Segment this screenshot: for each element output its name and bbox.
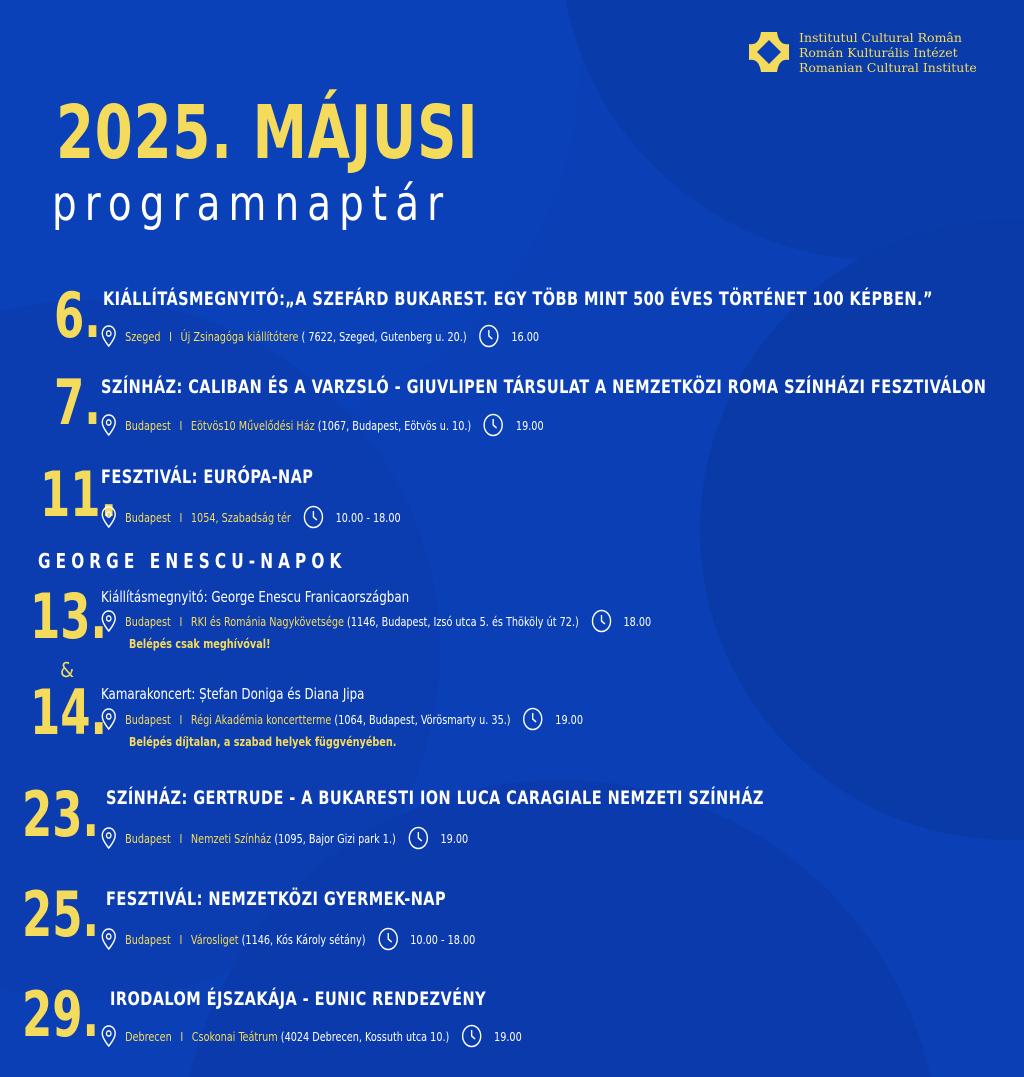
- event-time: 10.00 - 18.00: [335, 509, 401, 525]
- event-title: IRODALOM ÉJSZAKÁJA - EUNIC RENDEZVÉNY: [110, 988, 487, 1010]
- event-details-row: [101, 826, 468, 850]
- event-time: 16.00: [511, 328, 540, 344]
- clock-icon: [483, 413, 504, 437]
- event-title: Kiállításmegnyitó: George Enescu Franicaországban: [101, 588, 410, 606]
- event-title: SZÍNHÁZ: CALIBAN ÉS A VARZSLÓ - GIUVLIPEN TÁRSULAT A NEMZETKÖZI ROMA SZÍNHÁZI FESZTIVÁLON: [101, 376, 987, 398]
- event-address: (1146, Budapest, Izsó utca 5. és Thököly út 72.): [347, 613, 579, 629]
- clock-icon: [461, 1024, 482, 1048]
- event-city: Budapest: [125, 830, 171, 846]
- location-pin-icon: [101, 827, 116, 849]
- separator: I: [179, 509, 183, 525]
- ampersand: &: [60, 658, 75, 682]
- event-venue: Városliget: [190, 931, 239, 947]
- event-details-row: [101, 505, 401, 529]
- event-city: Budapest: [125, 509, 171, 525]
- event-venue: Régi Akadémia koncertterme: [190, 711, 332, 727]
- event-address: (1146, Kós Károly sétány): [241, 931, 366, 947]
- event-title: SZÍNHÁZ: GERTRUDE - A BUKARESTI ION LUCA CARAGIALE NEMZETI SZÍNHÁZ: [106, 787, 764, 809]
- event-day-number: 13.: [30, 580, 108, 653]
- event-time: 19.00: [494, 1028, 522, 1044]
- logo-line-3: Romanian Cultural Institute: [799, 59, 977, 75]
- event-address: (1064, Budapest, Vörösmarty u. 35.): [334, 711, 511, 727]
- event-time: 19.00: [515, 417, 544, 433]
- event-day-number: 11.: [40, 458, 118, 531]
- event-details-row: [101, 927, 475, 951]
- event-address: ( 7622, Szeged, Gutenberg u. 20.): [301, 328, 467, 344]
- event-city: Szeged: [125, 328, 161, 344]
- event-title: FESZTIVÁL: EURÓPA-NAP: [101, 466, 314, 488]
- event-time: 19.00: [555, 711, 583, 727]
- rci-logo-icon: [745, 28, 793, 76]
- page-subtitle: programnaptár: [52, 176, 452, 232]
- location-pin-icon: [101, 1025, 116, 1047]
- clock-icon: [523, 707, 544, 731]
- clock-icon: [303, 505, 324, 529]
- event-day-number: 23.: [22, 778, 100, 851]
- event-entry-note: Belépés csak meghívóval!: [129, 636, 271, 651]
- event-city: Budapest: [125, 613, 171, 629]
- clock-icon: [591, 609, 612, 633]
- clock-icon: [378, 927, 399, 951]
- event-day-number: 7.: [54, 366, 101, 439]
- event-entry-note: Belépés díjtalan, a szabad helyek függvényében.: [129, 734, 397, 749]
- location-pin-icon: [101, 708, 116, 730]
- event-time: 10.00 - 18.00: [410, 931, 476, 947]
- logo-line-1: Institutul Cultural Român: [799, 29, 962, 45]
- event-city: Budapest: [125, 711, 171, 727]
- section-heading-enescu: GEORGE ENESCU-NAPOK: [38, 549, 347, 573]
- clock-icon: [479, 324, 500, 348]
- event-venue: Nemzeti Színház: [190, 830, 272, 846]
- event-title: KIÁLLÍTÁSMEGNYITÓ:„A SZEFÁRD BUKAREST. EGY TÖBB MINT 500 ÉVES TÖRTÉNET 100 KÉPBEN.”: [103, 288, 933, 310]
- event-details-row: [101, 609, 651, 633]
- event-details-row: [101, 324, 539, 348]
- separator: I: [180, 1028, 184, 1044]
- event-details-row: [101, 1024, 522, 1048]
- event-city: Budapest: [125, 931, 171, 947]
- separator: I: [179, 613, 183, 629]
- event-details-row: [101, 413, 544, 437]
- event-day-number: 29.: [22, 978, 100, 1051]
- separator: I: [169, 328, 172, 344]
- separator: I: [179, 931, 183, 947]
- event-venue: RKI és Románia Nagykövetsége: [190, 613, 344, 629]
- logo-line-2: Román Kulturális Intézet: [799, 44, 958, 60]
- location-pin-icon: [101, 325, 116, 347]
- event-city: Debrecen: [125, 1028, 172, 1044]
- page-title: 2025. MÁJUSI: [56, 90, 479, 176]
- event-city: Budapest: [125, 417, 171, 433]
- event-venue: Új Zsinagóga kiállítótere: [180, 328, 299, 344]
- event-address: (1067, Budapest, Eötvös u. 10.): [317, 417, 472, 433]
- event-time: 19.00: [440, 830, 469, 846]
- event-day-number: 25.: [22, 878, 100, 951]
- location-pin-icon: [101, 928, 116, 950]
- event-venue: Eötvös10 Művelődési Ház: [190, 417, 315, 433]
- event-title: Kamarakoncert: Ștefan Doniga és Diana Jipa: [101, 685, 365, 703]
- event-time: 18.00: [623, 613, 652, 629]
- event-title: FESZTIVÁL: NEMZETKÖZI GYERMEK-NAP: [106, 888, 447, 910]
- location-pin-icon: [101, 414, 116, 436]
- event-venue: 1054, Szabadság tér: [190, 509, 291, 525]
- event-day-number: 6.: [54, 279, 101, 352]
- event-day-number: 14.: [30, 676, 108, 749]
- separator: I: [179, 830, 183, 846]
- logo: [745, 28, 977, 76]
- event-address: (1095, Bajor Gizi park 1.): [274, 830, 396, 846]
- event-address: (4024 Debrecen, Kossuth utca 10.): [280, 1028, 450, 1044]
- clock-icon: [408, 826, 429, 850]
- separator: I: [179, 417, 183, 433]
- location-pin-icon: [101, 610, 116, 632]
- location-pin-icon: [101, 506, 116, 528]
- event-venue: Csokonai Teátrum: [191, 1028, 278, 1044]
- separator: I: [179, 711, 183, 727]
- event-details-row: [101, 707, 583, 731]
